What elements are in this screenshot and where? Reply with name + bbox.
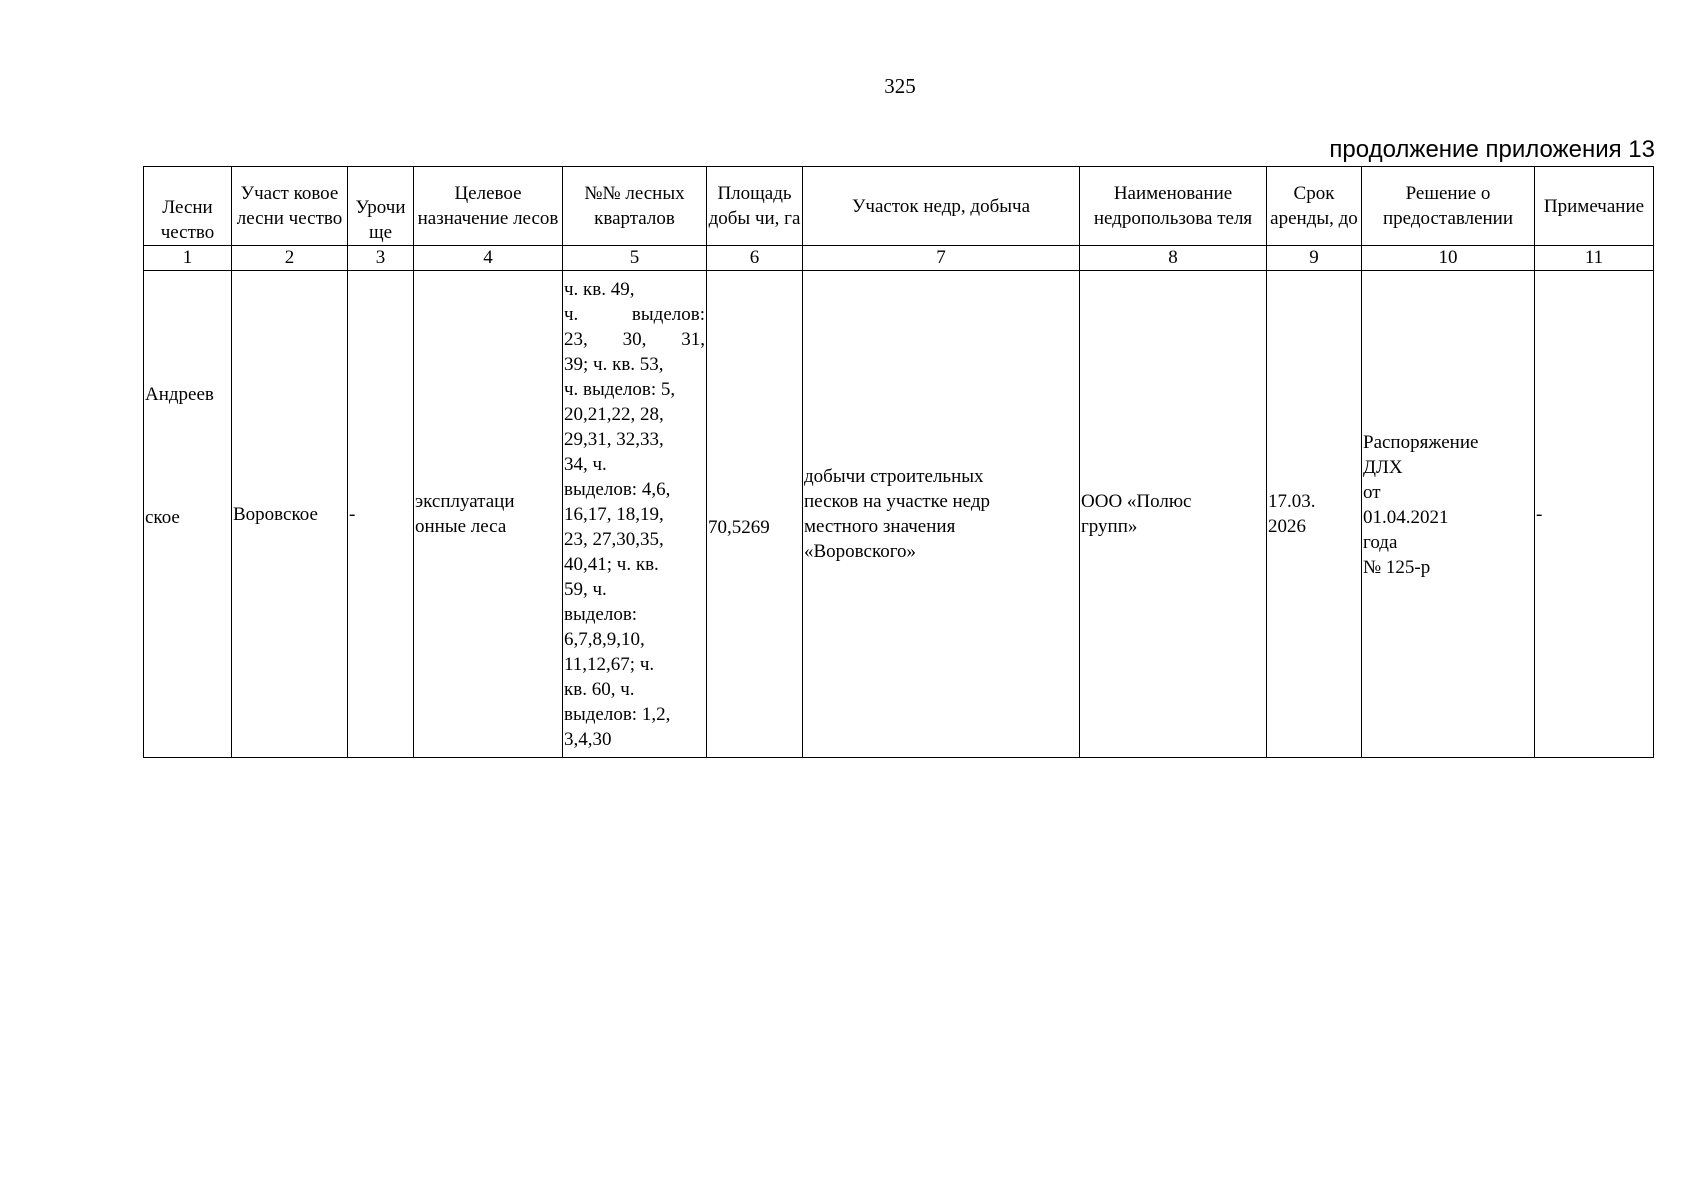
decision-line: ДЛХ: [1363, 457, 1403, 478]
column-number: 11: [1535, 246, 1654, 271]
header-row: [144, 167, 1654, 246]
decision-line: № 125-р: [1363, 557, 1431, 578]
quarters-line: 20,21,22, 28,: [564, 403, 664, 425]
header-decision: Решение о предоставлении: [1362, 167, 1535, 246]
header-subsoil-plot: Участок недр, добыча: [803, 167, 1080, 246]
quarters-line: 11,12,67; ч.: [564, 653, 655, 675]
header-district-forestry: Участ ковое лесни чество: [232, 167, 348, 246]
subsoil-line: «Воровского»: [804, 541, 917, 562]
quarters-cell: [563, 271, 707, 758]
lease-term-line: 2026: [1268, 516, 1306, 537]
quarters-line: выделов:: [564, 603, 638, 625]
subsoil-user-cell: [1080, 271, 1267, 758]
lease-term-cell: [1267, 271, 1362, 758]
forestry-name-part1: Андреев: [145, 384, 214, 405]
quarters-line: 59, ч.: [564, 578, 607, 600]
column-number: 1: [144, 246, 232, 271]
quarters-line: выделов: 4,6,: [564, 478, 671, 500]
column-number: 10: [1362, 246, 1535, 271]
column-number-row: [144, 246, 1654, 271]
quarters-line: 39; ч. кв. 53,: [564, 353, 664, 375]
subsoil-user-line: ООО «Полюс: [1081, 491, 1192, 512]
subsoil-plot-cell: [803, 271, 1080, 758]
quarters-line: 34, ч.: [564, 453, 607, 475]
tract-cell: -: [348, 271, 414, 758]
decision-line: Распоряжение: [1363, 432, 1479, 453]
quarters-line: 3,4,30: [564, 728, 612, 750]
purpose-line: эксплуатаци: [415, 491, 515, 512]
column-number: 8: [1080, 246, 1267, 271]
quarters-line: 40,41; ч. кв.: [564, 553, 659, 575]
quarters-line: выделов: 1,2,: [564, 703, 671, 725]
forestry-cell: [144, 271, 232, 758]
quarters-line: кв. 60, ч.: [564, 678, 635, 700]
table-row: [144, 271, 1654, 758]
subsoil-line: песков на участке недр: [804, 491, 991, 512]
header-purpose: Целевое назначение лесов: [414, 167, 563, 246]
quarters-line: 23, 30, 31,: [564, 328, 705, 350]
column-number: 2: [232, 246, 348, 271]
header-note: Примечание: [1535, 167, 1654, 246]
column-number: 9: [1267, 246, 1362, 271]
quarters-line: 16,17, 18,19,: [564, 503, 664, 525]
area-cell: 70,5269: [707, 271, 803, 758]
header-quarters: №№ лесных кварталов: [563, 167, 707, 246]
subsoil-user-line: групп»: [1081, 516, 1138, 537]
district-forestry-cell: Воровское: [232, 271, 348, 758]
decision-line: от: [1363, 482, 1381, 503]
column-number: 5: [563, 246, 707, 271]
header-area: Площадь добы чи, га: [707, 167, 803, 246]
decision-line: года: [1363, 532, 1398, 553]
header-lease-term: Срок аренды, до: [1267, 167, 1362, 246]
column-number: 4: [414, 246, 563, 271]
appendix-continuation-note: продолжение приложения 13: [1329, 136, 1655, 163]
header-subsoil-user: Наименование недропользова теля: [1080, 167, 1267, 246]
decision-line: 01.04.2021: [1363, 507, 1449, 528]
subsoil-line: местного значения: [804, 516, 956, 537]
page-number: 325: [884, 74, 916, 98]
column-number: 3: [348, 246, 414, 271]
subsoil-line: добычи строительных: [804, 466, 984, 487]
quarters-line: 29,31, 32,33,: [564, 428, 664, 450]
note-cell: -: [1535, 271, 1654, 758]
quarters-line: ч. выделов:: [564, 303, 705, 325]
column-number: 7: [803, 246, 1080, 271]
purpose-line: онные леса: [415, 516, 507, 537]
header-forestry: Лесни чество: [144, 167, 232, 246]
column-number: 6: [707, 246, 803, 271]
forestry-name-part2: ское: [145, 507, 180, 528]
purpose-cell: [414, 271, 563, 758]
header-tract: Урочи ще: [348, 167, 414, 246]
quarters-line: 23, 27,30,35,: [564, 528, 664, 550]
decision-cell: [1362, 271, 1535, 758]
registry-table: [143, 166, 1654, 758]
quarters-line: 6,7,8,9,10,: [564, 628, 645, 650]
quarters-line: ч. выделов: 5,: [564, 378, 676, 400]
lease-term-line: 17.03.: [1268, 491, 1316, 512]
quarters-line: ч. кв. 49,: [564, 278, 635, 300]
